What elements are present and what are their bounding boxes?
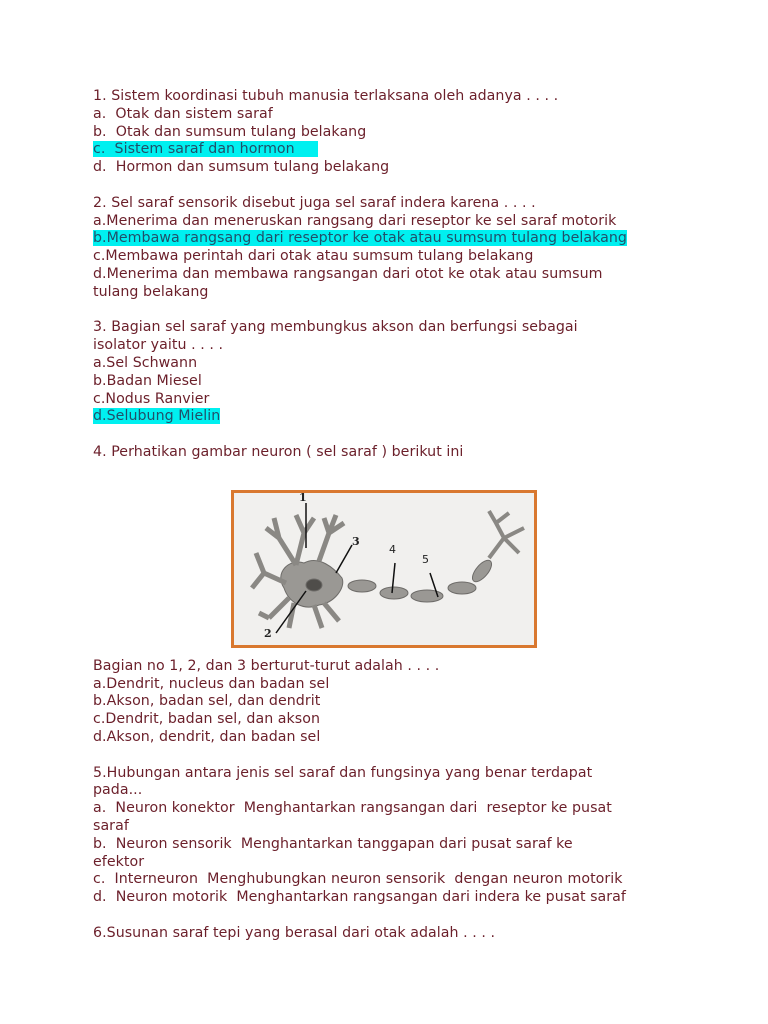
followup-question: Bagian no 1, 2, dan 3 berturut-turut adalah . . . . xyxy=(93,657,440,674)
option-c: c.Membawa perintah dari otak atau sumsum tulang belakang xyxy=(93,248,534,265)
figure-label-1: 1 xyxy=(299,490,307,504)
option-b-highlighted: b.Membawa rangsang dari reseptor ke otak atau sumsum tulang belakang xyxy=(93,230,627,247)
question-text: 5.Hubungan antara jenis sel saraf dan fungsinya yang benar terdapat xyxy=(93,764,593,781)
option-d: d.Menerima dan membawa rangsangan dari otot ke otak atau sumsum xyxy=(93,265,603,282)
option-b-continued: efektor xyxy=(93,853,145,870)
question-text: 6.Susunan saraf tepi yang berasal dari otak adalah . . . . xyxy=(93,924,496,941)
figure-label-2: 2 xyxy=(264,626,272,640)
question-text: 3. Bagian sel saraf yang membungkus akson dan berfungsi sebagai xyxy=(93,319,578,336)
question-4 xyxy=(93,444,693,747)
option-d: d. Hormon dan sumsum tulang belakang xyxy=(93,159,390,176)
question-3 xyxy=(93,319,693,426)
option-d-continued: tulang belakang xyxy=(93,283,209,300)
figure-label-5: 5 xyxy=(422,552,429,566)
question-text: 4. Perhatikan gambar neuron ( sel saraf ) berikut ini xyxy=(93,443,464,460)
option-b: b. Otak dan sumsum tulang belakang xyxy=(93,123,367,140)
option-a: a. Otak dan sistem saraf xyxy=(93,105,273,122)
question-1 xyxy=(93,88,693,177)
option-c: c. Interneuron Menghubungkan neuron sensorik dengan neuron motorik xyxy=(93,871,623,888)
question-6 xyxy=(93,925,693,943)
figure-label-3: 3 xyxy=(352,534,360,548)
quiz-document xyxy=(93,88,693,942)
option-a: a.Dendrit, nucleus dan badan sel xyxy=(93,675,330,692)
option-d-highlighted: d.Selubung Mielin xyxy=(93,408,221,425)
option-c: c.Dendrit, badan sel, dan akson xyxy=(93,711,321,728)
question-2 xyxy=(93,195,693,302)
question-5 xyxy=(93,765,693,907)
neuron-diagram xyxy=(231,490,537,648)
question-text-continued: isolator yaitu . . . . xyxy=(93,337,223,354)
option-b: b.Badan Miesel xyxy=(93,372,202,389)
option-d: d.Akson, dendrit, dan badan sel xyxy=(93,728,321,745)
option-a: a. Neuron konektor Menghantarkan rangsangan dari reseptor ke pusat xyxy=(93,800,612,817)
option-d: d. Neuron motorik Menghantarkan rangsangan dari indera ke pusat saraf xyxy=(93,889,626,906)
option-b: b. Neuron sensorik Menghantarkan tanggapan dari pusat saraf ke xyxy=(93,835,573,852)
option-c-highlighted: c. Sistem saraf dan hormon xyxy=(93,141,318,158)
neuron-illustration xyxy=(234,490,534,645)
question-text: 2. Sel saraf sensorik disebut juga sel saraf indera karena . . . . xyxy=(93,194,536,211)
option-c: c.Nodus Ranvier xyxy=(93,390,210,407)
question-text: 1. Sistem koordinasi tubuh manusia terlaksana oleh adanya . . . . xyxy=(93,88,559,104)
option-a: a.Sel Schwann xyxy=(93,354,198,371)
option-a: a.Menerima dan meneruskan rangsang dari reseptor ke sel saraf motorik xyxy=(93,212,617,229)
question-text-continued: pada... xyxy=(93,782,143,799)
option-a-continued: saraf xyxy=(93,817,129,834)
figure-label-4: 4 xyxy=(389,542,396,556)
option-b: b.Akson, badan sel, dan dendrit xyxy=(93,693,321,710)
